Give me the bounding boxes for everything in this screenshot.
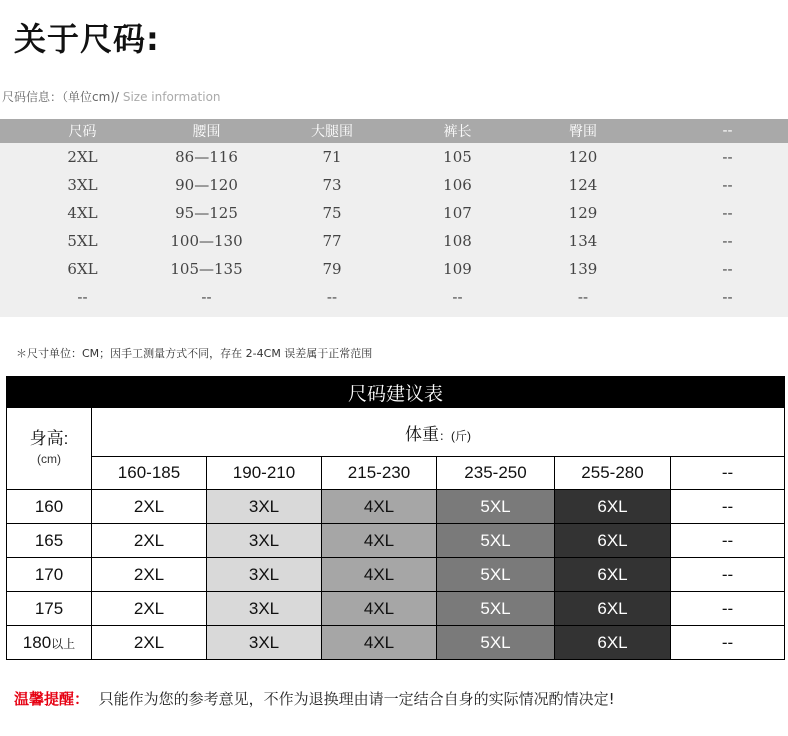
recommended-size-cell: 5XL (437, 626, 555, 660)
height-value: 165 (34, 530, 64, 550)
recommended-size-cell: -- (671, 592, 785, 626)
weight-range-row (7, 457, 785, 490)
size-table-cell: -- (667, 171, 788, 199)
size-table-cell: 71 (248, 143, 416, 171)
rec-table-title: 尺码建议表 (7, 377, 785, 408)
recommended-size-cell: 5XL (437, 592, 555, 626)
recommended-size-cell: 6XL (555, 490, 671, 524)
size-table-cell: 77 (248, 227, 416, 255)
size-table-cell: 73 (248, 171, 416, 199)
size-table-cell: -- (667, 255, 788, 283)
size-table-cell: 124 (499, 171, 667, 199)
height-cell (7, 558, 92, 592)
weight-unit: ：(斤) (439, 428, 471, 443)
size-table-cell: 90—120 (165, 171, 248, 199)
weight-range-cell: -- (671, 457, 785, 490)
size-table-cell: -- (248, 283, 416, 317)
recommended-size-cell: 2XL (92, 626, 207, 660)
size-table-header (0, 119, 788, 143)
weight-range-cell: 190-210 (207, 457, 322, 490)
recommended-size-cell: 2XL (92, 558, 207, 592)
header-length: 裤长 (416, 119, 499, 143)
size-table-cell: -- (667, 143, 788, 171)
size-table-cell: 105 (416, 143, 499, 171)
recommended-size-cell: 4XL (322, 592, 437, 626)
height-suffix: 以上 (51, 636, 76, 651)
size-table-cell: 129 (499, 199, 667, 227)
size-table-row (0, 199, 788, 227)
recommended-size-cell: 3XL (207, 558, 322, 592)
rec-table-row (7, 626, 785, 660)
size-table-cell: -- (165, 283, 248, 317)
size-table-row (0, 283, 788, 317)
height-cell (7, 592, 92, 626)
reminder-sep: ： (74, 690, 90, 708)
size-table-cell: -- (0, 283, 165, 317)
weight-range-cell: 235-250 (437, 457, 555, 490)
size-info-label: 尺码信息：（单位cm)/ (2, 90, 120, 104)
recommended-size-cell: 4XL (322, 626, 437, 660)
recommended-size-cell: 4XL (322, 558, 437, 592)
size-table-cell: -- (667, 199, 788, 227)
rec-table-row (7, 524, 785, 558)
weight-range-cell: 215-230 (322, 457, 437, 490)
reminder-text: 只能作为您的参考意见，不作为退换理由请一定结合自身的实际情况酌情决定! (98, 690, 615, 708)
weight-header (92, 408, 785, 457)
size-table-row (0, 227, 788, 255)
size-table-cell: 107 (416, 199, 499, 227)
header-hip: 臀围 (499, 119, 667, 143)
size-table-cell: 75 (248, 199, 416, 227)
size-table-cell: 106 (416, 171, 499, 199)
size-table-cell: 3XL (0, 171, 165, 199)
size-table-cell: 6XL (0, 255, 165, 283)
height-cell (7, 626, 92, 660)
size-table-cell: 5XL (0, 227, 165, 255)
page-title: 关于尺码: (14, 20, 160, 58)
recommended-size-cell: 6XL (555, 558, 671, 592)
recommended-size-cell: 5XL (437, 558, 555, 592)
reminder-label: 温馨提醒 (14, 690, 75, 708)
size-table-cell: 109 (416, 255, 499, 283)
rec-table-row (7, 558, 785, 592)
recommended-size-cell: 6XL (555, 626, 671, 660)
size-table-row (0, 143, 788, 171)
recommended-size-cell: 2XL (92, 592, 207, 626)
height-value: 160 (34, 496, 64, 516)
size-table-cell: 108 (416, 227, 499, 255)
header-extra: -- (667, 119, 788, 143)
size-recommendation-table (6, 376, 785, 660)
reminder (14, 688, 615, 709)
recommended-size-cell: 3XL (207, 626, 322, 660)
size-table-cell: 120 (499, 143, 667, 171)
recommended-size-cell: 3XL (207, 490, 322, 524)
size-table-cell: -- (416, 283, 499, 317)
recommended-size-cell: -- (671, 490, 785, 524)
size-table-cell: 100—130 (165, 227, 248, 255)
size-table-cell: 4XL (0, 199, 165, 227)
height-label: 身高: (29, 428, 69, 448)
rec-table-row (7, 490, 785, 524)
height-value: 170 (34, 564, 64, 584)
size-table-cell: 86—116 (165, 143, 248, 171)
rec-table-row (7, 592, 785, 626)
size-info-caption (2, 88, 221, 105)
recommended-size-cell: -- (671, 524, 785, 558)
recommended-size-cell: 5XL (437, 490, 555, 524)
height-value: 175 (34, 598, 64, 618)
recommended-size-cell: 3XL (207, 592, 322, 626)
header-size: 尺码 (0, 119, 165, 143)
weight-label: 体重 (405, 424, 439, 444)
height-cell (7, 490, 92, 524)
recommended-size-cell: -- (671, 558, 785, 592)
weight-range-cell: 255-280 (555, 457, 671, 490)
recommended-size-cell: 6XL (555, 592, 671, 626)
height-cell (7, 524, 92, 558)
size-table-cell: -- (667, 283, 788, 317)
recommended-size-cell: 2XL (92, 490, 207, 524)
recommended-size-cell: 2XL (92, 524, 207, 558)
size-table-cell: 79 (248, 255, 416, 283)
recommended-size-cell: 3XL (207, 524, 322, 558)
height-header (7, 408, 92, 490)
height-value: 180 (22, 632, 52, 652)
size-table-cell: 2XL (0, 143, 165, 171)
recommended-size-cell: 4XL (322, 524, 437, 558)
height-unit: (cm) (37, 451, 61, 466)
size-table-row (0, 171, 788, 199)
size-table-cell: -- (667, 227, 788, 255)
header-thigh: 大腿围 (248, 119, 416, 143)
size-table-cell: 134 (499, 227, 667, 255)
size-table-cell: 105—135 (165, 255, 248, 283)
size-table-cell: 139 (499, 255, 667, 283)
recommended-size-cell: 5XL (437, 524, 555, 558)
size-table (0, 119, 788, 317)
size-table-cell: -- (499, 283, 667, 317)
measurement-note: ＊尺寸单位：CM；因手工测量方式不同，存在 2-4CM 误差属于正常范围 (16, 347, 373, 360)
size-table-cell: 95—125 (165, 199, 248, 227)
recommended-size-cell: -- (671, 626, 785, 660)
size-table-row (0, 255, 788, 283)
recommended-size-cell: 6XL (555, 524, 671, 558)
weight-range-cell: 160-185 (92, 457, 207, 490)
size-info-en: Size information (119, 90, 221, 104)
recommended-size-cell: 4XL (322, 490, 437, 524)
header-waist: 腰围 (165, 119, 248, 143)
